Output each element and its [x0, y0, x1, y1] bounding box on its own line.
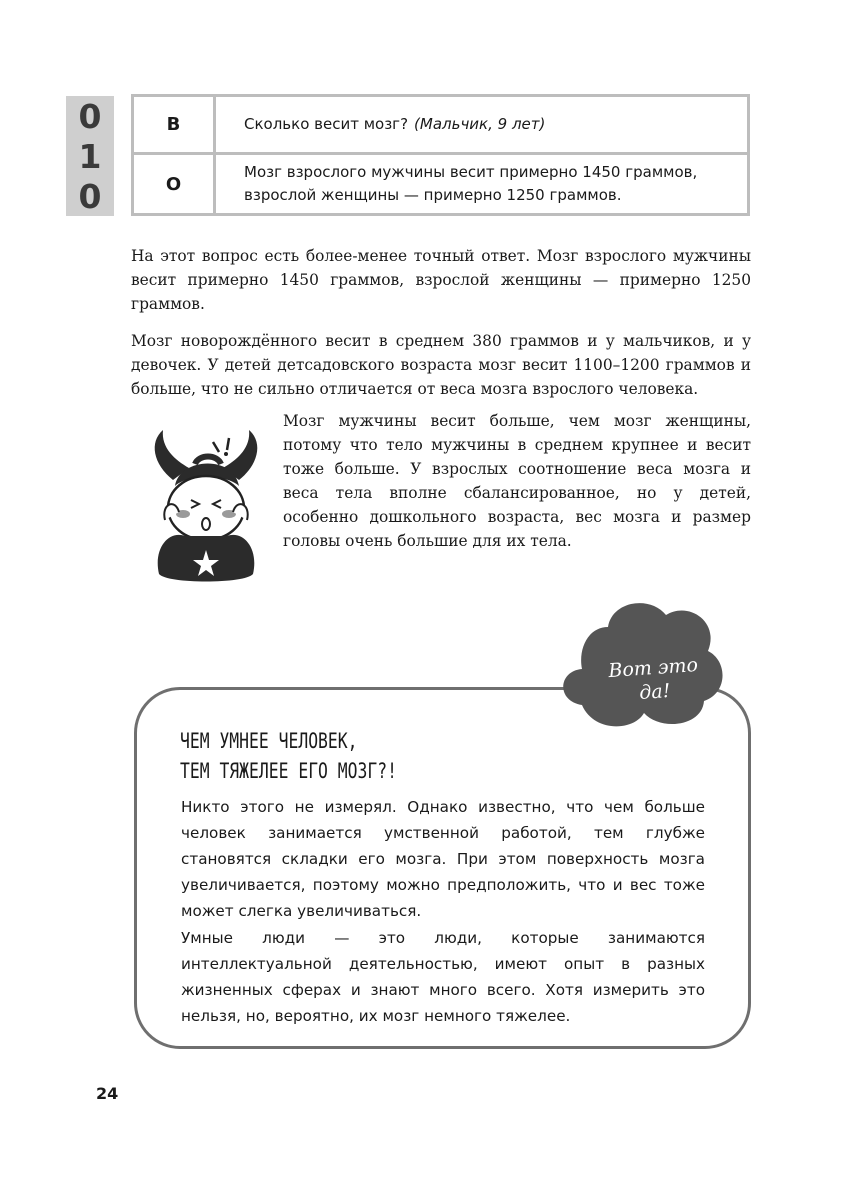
- section-digit: 0: [78, 96, 102, 136]
- body-paragraph-3: [283, 409, 751, 553]
- callout-title-line: ТЕМ ТЯЖЕЛЕЕ ЕГО МОЗГ?!: [180, 759, 397, 783]
- answer-text-line: Мозг взрослого мужчины весит примерно 1450 граммов,: [244, 163, 698, 181]
- question-text: Сколько весит мозг?: [244, 115, 409, 133]
- callout-paragraph-2: [181, 925, 705, 1029]
- cloud-text-line: да!: [638, 679, 672, 705]
- answer-label: О: [134, 155, 216, 213]
- paragraph-text: Никто этого не измерял. Однако известно, что чем больше человек занимается умственной работой, тем глубже становятся складки его мозга. При этом поверхность мозга увеличивается, поэтому можно предположить, что и вес тоже может слегка увеличиваться.: [181, 798, 705, 920]
- question-cell: [216, 97, 747, 155]
- callout-title: [180, 726, 397, 786]
- body-paragraph-1: [131, 244, 751, 316]
- thinking-girl-illustration: [135, 424, 277, 592]
- answer-text-line: взрослой женщины — примерно 1250 граммов.: [244, 186, 622, 204]
- answer-cell: [216, 155, 747, 213]
- body-paragraph-2: [131, 329, 751, 401]
- cloud-text: [596, 652, 711, 708]
- paragraph-text: Мозг новорождённого весит в среднем 380 граммов и у мальчиков, и у девочек. У детей детсадовского возраста мозг весит 1100–1200 граммов и больше, что не сильно отличается от веса мозга взрослого человека.: [131, 332, 751, 398]
- callout-paragraph-1: [181, 794, 705, 924]
- paragraph-text: Умные люди — это люди, которые занимаются интеллектуальной деятельностью, имеют опыт в разных жизненных сферах и знают много всего. Хотя измерить это нельзя, но, вероятно, их мозг немного тяжелее.: [181, 929, 705, 1025]
- section-number-tab: [66, 96, 114, 216]
- section-digit: 0: [78, 176, 102, 216]
- question-author: (Мальчик, 9 лет): [414, 115, 546, 133]
- section-digit: 1: [78, 136, 102, 176]
- cloud-text-line: Вот это: [607, 653, 699, 683]
- page-number: 24: [96, 1084, 119, 1103]
- qa-table: [131, 94, 750, 216]
- paragraph-text: На этот вопрос есть более-менее точный ответ. Мозг взрослого мужчины весит примерно 1450 граммов, взрослой женщины — примерно 1250 граммов.: [131, 247, 751, 313]
- paragraph-text: Мозг мужчины весит больше, чем мозг женщины, потому что тело мужчины в среднем крупнее и весит тоже больше. У взрослых соотношение веса мозга и веса тела вполне сбалансированное, но у детей, особенно дошкольного возраста, вес мозга и размер головы очень большие для их тела.: [283, 412, 751, 550]
- question-label: В: [134, 97, 216, 155]
- callout-title-line: ЧЕМ УМНЕЕ ЧЕЛОВЕК,: [180, 729, 358, 753]
